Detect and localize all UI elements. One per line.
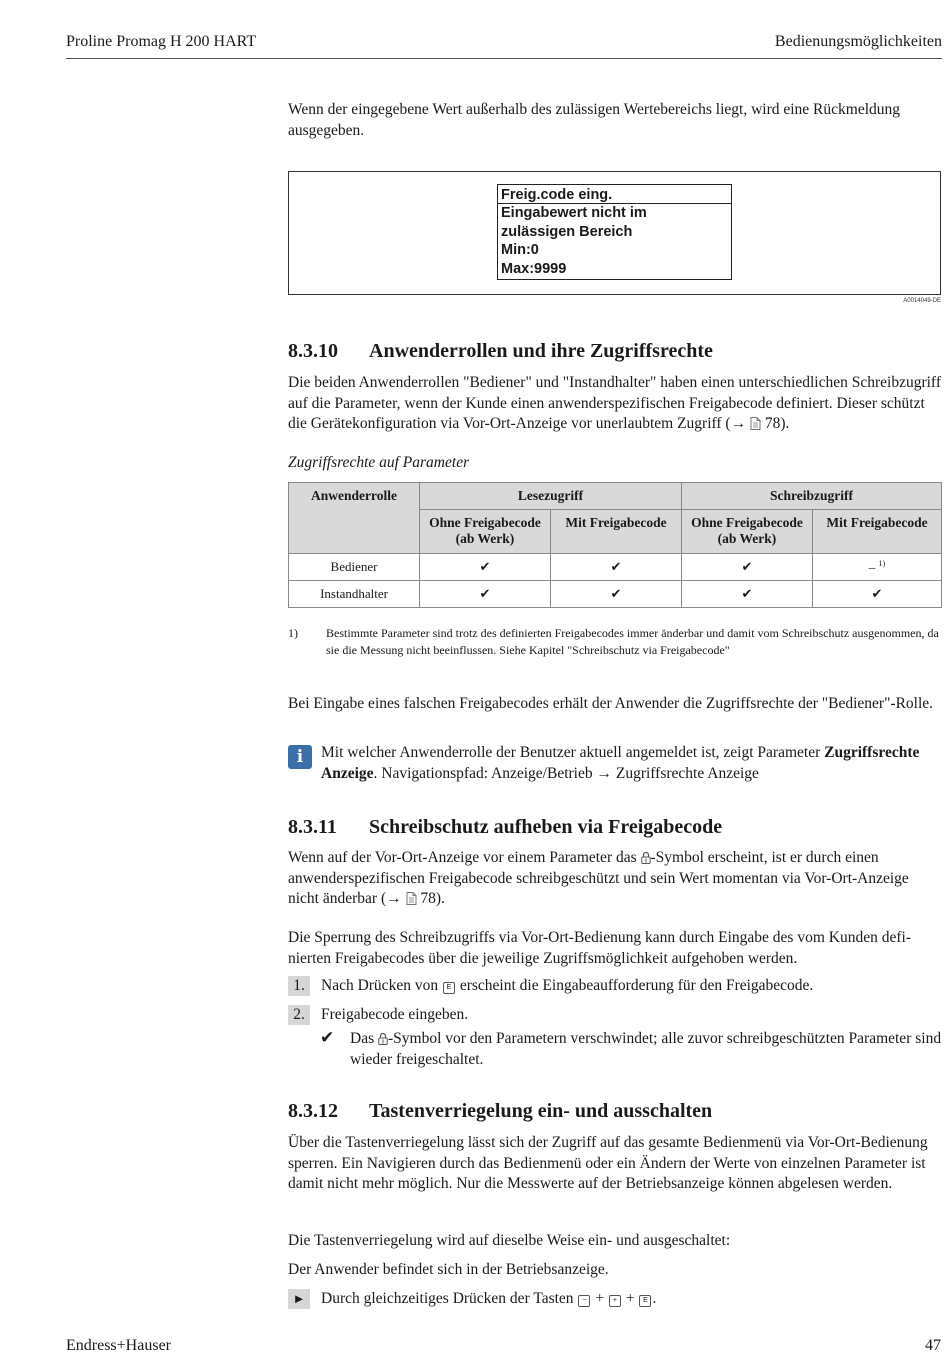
footer-company: Endress+Hauser bbox=[66, 1337, 171, 1354]
info-icon: i bbox=[288, 745, 312, 769]
step-number: 1. bbox=[288, 976, 310, 996]
keylock-paragraph-2: Die Tastenverriegelung wird auf dieselbe Weise ein- und ausgeschaltet: bbox=[288, 1232, 731, 1249]
check-icon: ✔ bbox=[420, 554, 551, 581]
section-title: Anwenderrollen und ihre Zugriffsrechte bbox=[369, 340, 713, 362]
text-span: ). bbox=[435, 890, 445, 907]
minus-key-icon: − bbox=[578, 1295, 590, 1307]
text-span: Das bbox=[350, 1030, 378, 1047]
display-line: Eingabewert nicht im bbox=[501, 205, 647, 221]
role-cell: Instandhalter bbox=[289, 581, 420, 608]
restricted-cell bbox=[813, 554, 942, 581]
text-span: ). bbox=[780, 415, 790, 432]
text-span: Durch gleichzeitiges Drücken der Tasten bbox=[321, 1290, 574, 1307]
page-ref-link[interactable]: 78 bbox=[420, 890, 436, 907]
text-span: Wenn auf der Vor-Ort-Anzeige vor einem Parameter das bbox=[288, 849, 641, 866]
enter-key-icon: E bbox=[443, 982, 455, 994]
text-span: erscheint die Eingabeaufforderung für den Freigabecode. bbox=[455, 977, 814, 994]
col-header: Mit Freigabecode bbox=[551, 510, 682, 554]
plus-key-icon: + bbox=[609, 1295, 621, 1307]
section-title: Schreibschutz aufheben via Freigabecode bbox=[369, 816, 723, 838]
plus-sign: + bbox=[595, 1290, 605, 1307]
page-number: 47 bbox=[925, 1337, 941, 1354]
display-line: Max:9999 bbox=[501, 260, 567, 277]
roles-paragraph: Die beiden Anwenderrollen "Bediener" und "Instandhalter" haben einen unterschiedlichen Schreibzugriff auf die Parameter, wenn der Kunde einen anwenderspezifischen Freigabecode definiert. Dieser schützt die Gerätekonfiguration via Vor-Ort-Anzeige vor unerlaubtem Zugriff (→ 78). bbox=[288, 374, 941, 432]
table-row bbox=[289, 554, 942, 581]
display-line: Min:0 bbox=[501, 242, 539, 258]
text-span: Die beiden Anwenderrollen "Bediener" und "Instandhalter" haben einen unterschiedlichen Schreibzugriff auf die Parameter, wenn der Kunde einen anwenderspezifischen Freigabecode definiert. Dieser schützt die Gerätekonfiguration via Vor-Ort-Anzeige vor unerlaubtem Zugriff ( bbox=[288, 374, 941, 432]
header-section-title: Bedienungsmöglichkeiten bbox=[774, 33, 942, 50]
check-icon: ✔ bbox=[551, 554, 682, 581]
footnote-number: 1) bbox=[288, 626, 298, 640]
info-note: Mit welcher Anwenderrolle der Benutzer aktuell angemeldet ist, zeigt Parameter Zugriffsrechte Anzeige. Navigationspfad: Anzeige/Betrieb → Zugriffsrechte Anzeige bbox=[321, 744, 920, 782]
lock-icon bbox=[641, 851, 651, 864]
header-divider bbox=[66, 58, 942, 59]
svg-text:8: 8 bbox=[644, 858, 647, 864]
col-group-write: Schreibzugriff bbox=[682, 483, 942, 510]
wrong-code-paragraph: Bei Eingabe eines falschen Freigabecodes erhält der Anwender die Zugriffsrechte der "Bediener"-Rolle. bbox=[288, 695, 934, 712]
step-number: 2. bbox=[288, 1005, 310, 1025]
enter-key-icon: E bbox=[639, 1295, 651, 1307]
check-icon: ✔ bbox=[420, 581, 551, 608]
keylock-paragraph-3: Der Anwender befindet sich in der Betriebsanzeige. bbox=[288, 1261, 609, 1278]
step-arrow-icon: ► bbox=[288, 1289, 310, 1309]
keylock-paragraph: Über die Tastenverriegelung lässt sich der Zugriff auf das gesamte Bedienmenü via Vor-Ort-Bedienung sperren. Ein Navigieren durch das Bedienmenü oder ein Ändern der Werte von einzelnen Parameter ist damit nicht mehr möglich. Nur die Messwerte auf der Betriebsanzeige können abgelesen werden. bbox=[288, 1134, 928, 1192]
step-text bbox=[321, 976, 942, 997]
display-line: zulässigen Bereich bbox=[501, 223, 633, 240]
check-icon: ✔ bbox=[682, 581, 813, 608]
table-footnote bbox=[288, 625, 942, 659]
step-text: Durch gleichzeitiges Drücken der Tasten − + + + E . bbox=[321, 1290, 657, 1307]
result-text bbox=[350, 1029, 942, 1070]
col-header-role: Anwenderrolle bbox=[289, 483, 420, 554]
check-icon: ✔ bbox=[682, 554, 813, 581]
section-number: 8.3.12 bbox=[288, 1100, 338, 1122]
result-check-icon: ✔ bbox=[320, 1028, 335, 1048]
footnote-marker: 1) bbox=[878, 558, 886, 568]
page-ref-icon bbox=[406, 892, 417, 905]
plus-sign: + bbox=[625, 1290, 635, 1307]
unlock-paragraph: Die Sperrung des Schreibzugriffs via Vor-Ort-Bedienung kann durch Eingabe des vom Kunden definierten Freigabecodes über die jeweilige Zugriffsmöglichkeit aufgehoben werden. bbox=[288, 929, 911, 967]
section-number: 8.3.11 bbox=[288, 816, 337, 838]
header-doc-title: Proline Promag H 200 HART bbox=[66, 33, 257, 50]
table-row bbox=[289, 581, 942, 608]
access-rights-table bbox=[288, 482, 942, 608]
step-text: Freigabecode eingeben. bbox=[321, 1006, 469, 1023]
check-icon: ✔ bbox=[551, 581, 682, 608]
role-cell: Bediener bbox=[289, 554, 420, 581]
check-icon: ✔ bbox=[813, 581, 942, 608]
table-caption: Zugriffsrechte auf Parameter bbox=[288, 454, 470, 471]
text-span: -Symbol erscheint, ist er durch einen anwenderspezifischen Freigabecode schreibgeschützt und sein Wert momentan via Vor-Ort-Anzeige nicht änderbar ( bbox=[288, 849, 909, 907]
col-header: Ohne Freigabecode (ab Werk) bbox=[682, 510, 813, 554]
intro-paragraph: Wenn der eingegebene Wert außerhalb des zulässigen Wertebereichs liegt, wird eine Rückmeldung ausgegeben. bbox=[288, 101, 901, 139]
display-title: Freig.code eing. bbox=[498, 185, 731, 204]
section-title: Tastenverriegelung ein- und ausschalten bbox=[369, 1100, 713, 1122]
section-number: 8.3.10 bbox=[288, 340, 338, 362]
page-ref-icon bbox=[750, 417, 761, 430]
figure-id: A0014049-DE bbox=[903, 298, 941, 304]
text-span: Mit welcher Anwenderrolle der Benutzer aktuell angemeldet ist, zeigt Parameter bbox=[321, 744, 825, 761]
dash-mark: – bbox=[868, 559, 876, 575]
section-heading bbox=[288, 816, 722, 839]
footnote-text: Bestimmte Parameter sind trotz des definierten Freigabecodes immer änderbar und damit vom Schreibschutz ausgenommen, da sie die Messung nicht beeinflussen. Siehe Kapitel "Schreibschutz via Freigabecode" bbox=[326, 626, 939, 657]
svg-text:8: 8 bbox=[381, 1039, 385, 1045]
section-heading bbox=[288, 1100, 712, 1123]
text-span: Nach Drücken von bbox=[321, 977, 442, 994]
write-protect-paragraph: Wenn auf der Vor-Ort-Anzeige vor einem Parameter das 8 -Symbol erscheint, ist er durch einen anwenderspezifischen Freigabecode schreibgeschützt und sein Wert momentan via Vor-Ort-Anzeige nicht änderbar (→ 78). bbox=[288, 849, 909, 907]
text-span: -Symbol vor den Parametern verschwindet; alle zuvor schreibgeschützten Parameter sind wieder freigeschaltet. bbox=[350, 1030, 942, 1068]
page-ref-link[interactable]: 78 bbox=[764, 415, 781, 432]
col-group-read: Lesezugriff bbox=[420, 483, 682, 510]
lock-icon bbox=[378, 1032, 388, 1045]
col-header: Mit Freigabecode bbox=[813, 510, 942, 554]
parameter-name: Zugriffsrechte Anzeige bbox=[321, 744, 920, 782]
col-header: Ohne Freigabecode (ab Werk) bbox=[420, 510, 551, 554]
nav-path-target: Zugriffsrechte Anzeige bbox=[615, 764, 759, 782]
text-span: . Navigationspfad: Anzeige/Betrieb bbox=[373, 764, 597, 782]
section-heading bbox=[288, 340, 713, 363]
display-screen bbox=[497, 184, 732, 280]
